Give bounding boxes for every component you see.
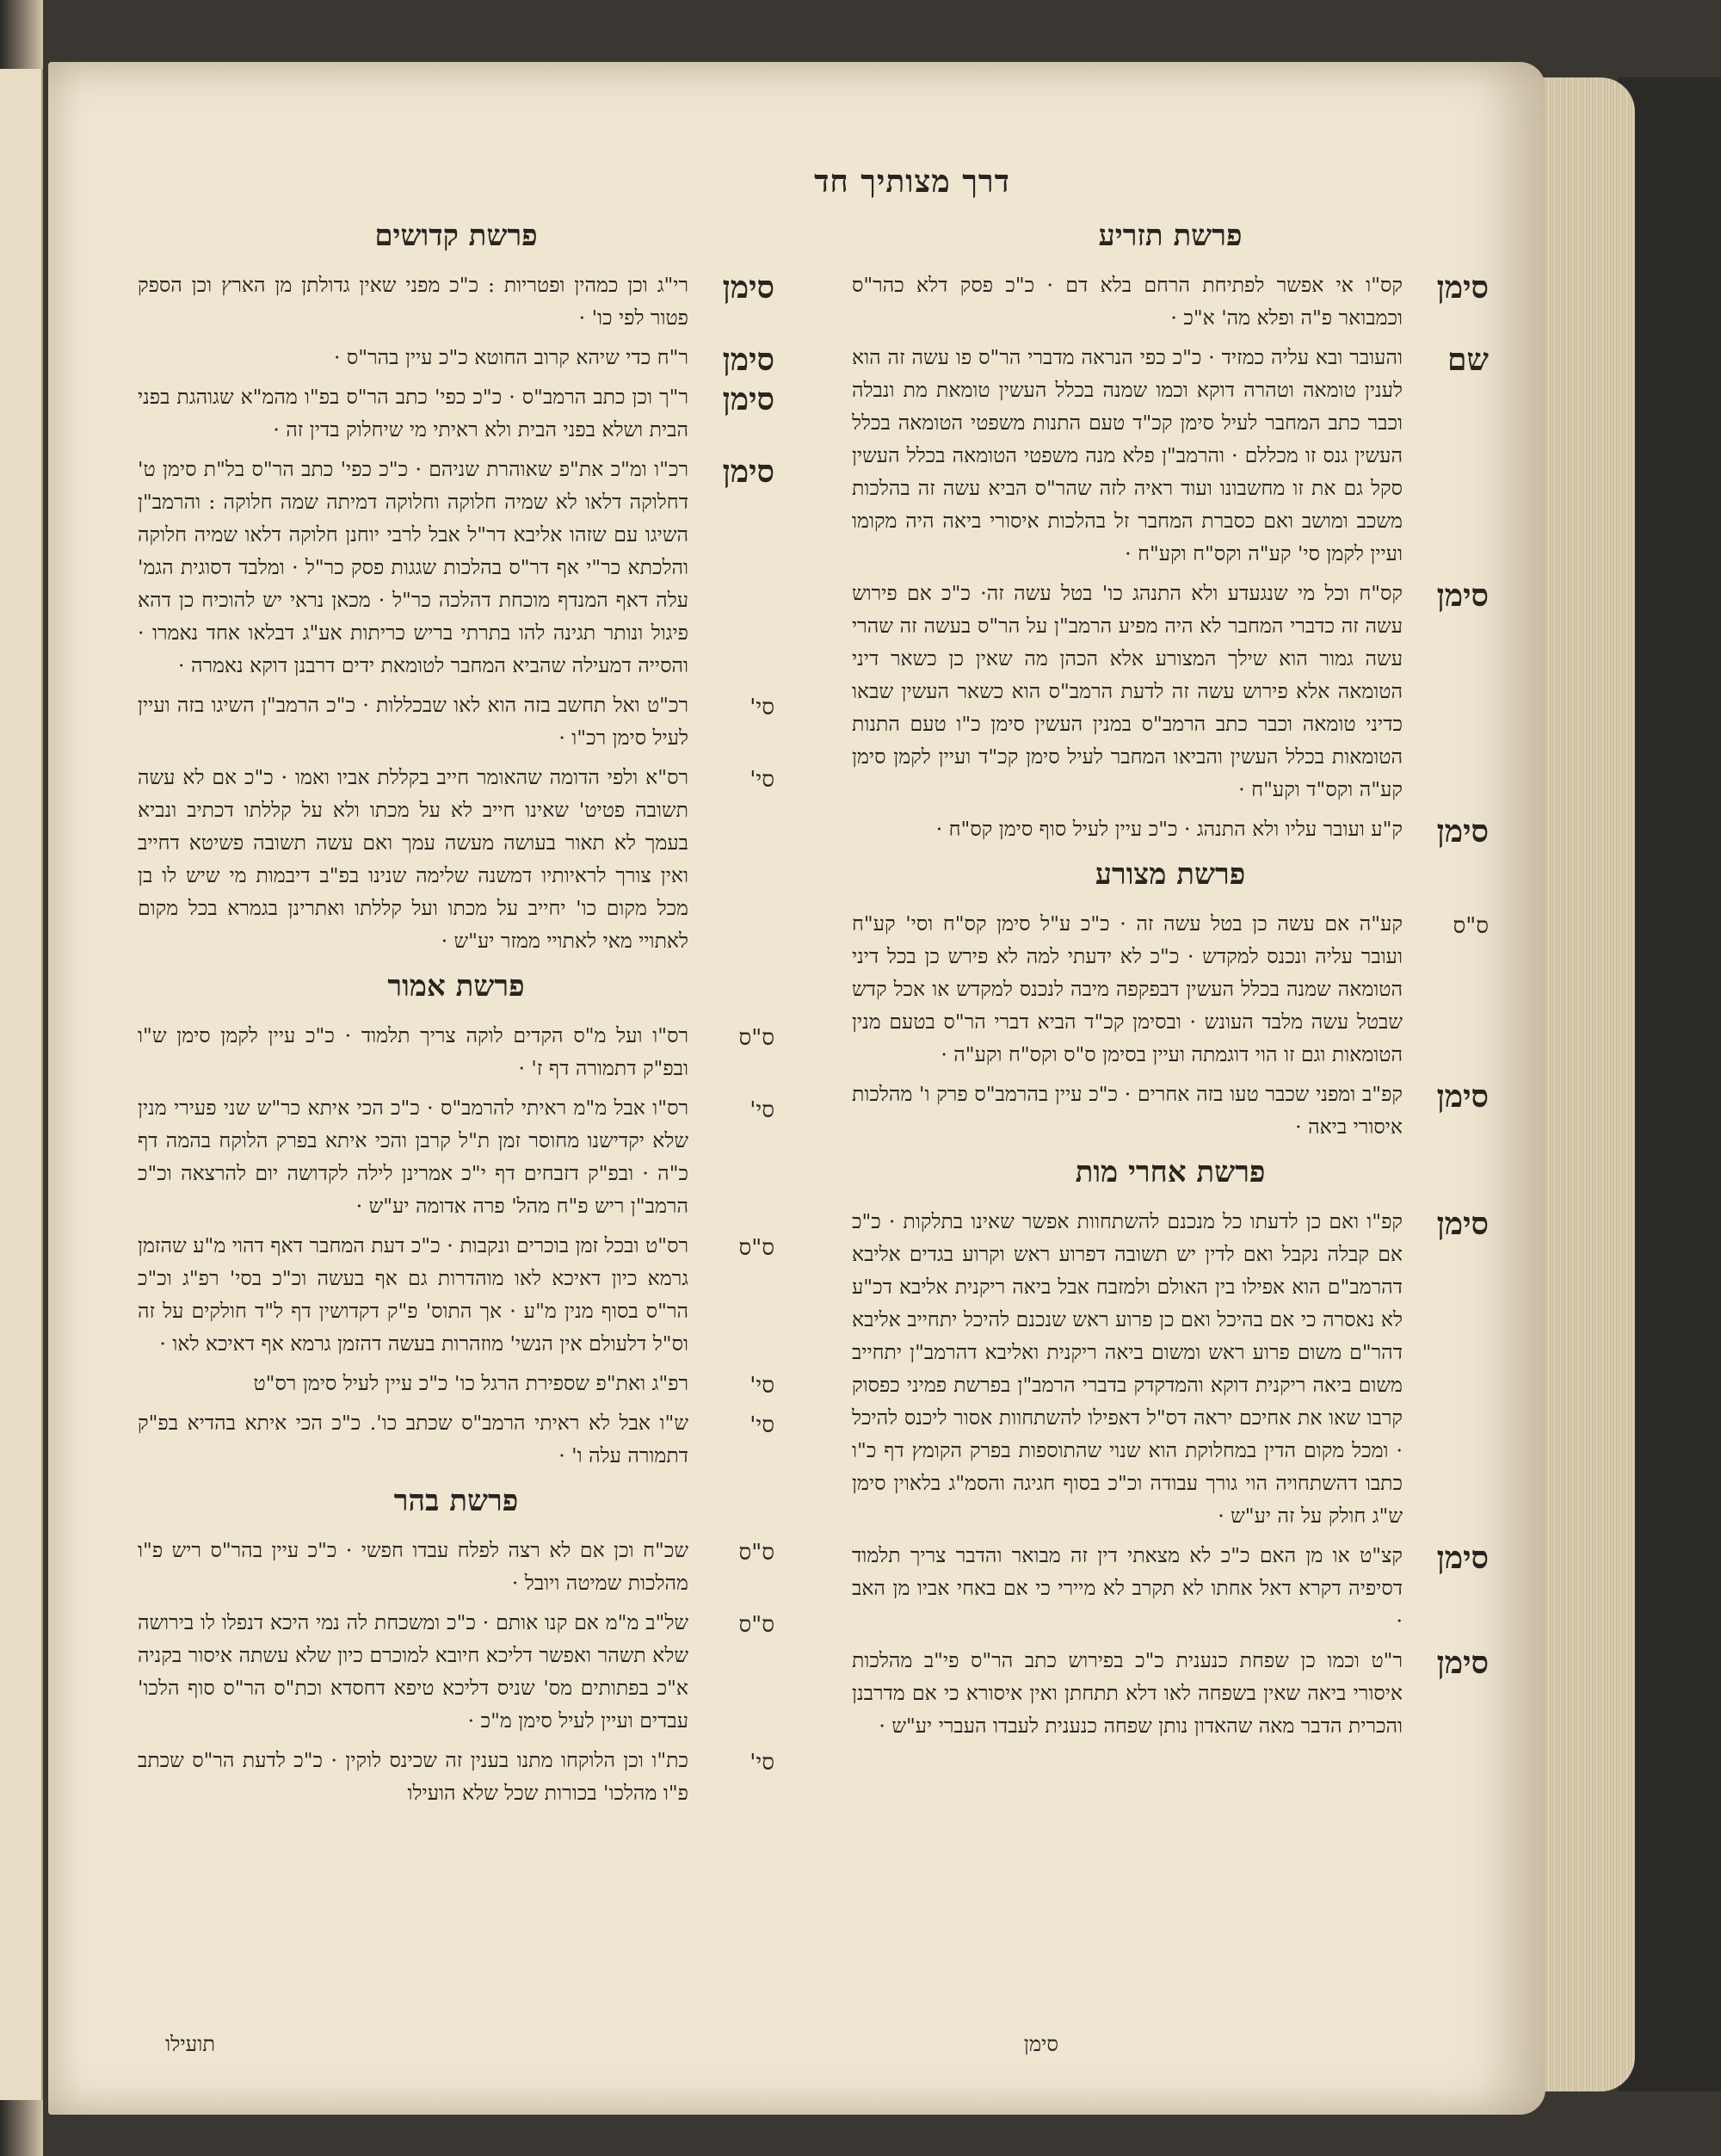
entry-marker: סימן bbox=[1436, 578, 1489, 614]
right-column bbox=[852, 207, 1489, 2083]
section-heading: פרשת אמור bbox=[387, 969, 525, 1004]
commentary-entry bbox=[138, 761, 774, 957]
left-column bbox=[138, 207, 774, 2083]
commentary-entry bbox=[138, 269, 774, 334]
entry-marker: סימן bbox=[722, 381, 774, 417]
commentary-entry bbox=[852, 341, 1489, 570]
entry-text: רס"ו אבל מ"מ ראיתי להרמב"ס · כ"כ הכי איתא כר"ש שני פעירי מנין שלא יקדישנו מחוסר זמן ת"ל קרבן והכי איתא בפרק הלוקח בהמה דף כ"ה · ובפ"ק דזבחים דף י"כ אמרינן לילה לקדושה יום להרצאה וכ"כ הרמב"ן ריש פ"ח מהל' פרה אדומה יע"ש · bbox=[138, 1096, 688, 1218]
entry-marker: סימן bbox=[1436, 1540, 1489, 1576]
entry-marker: שם bbox=[1447, 342, 1489, 378]
entry-marker: סימן bbox=[1436, 1078, 1489, 1115]
commentary-entry bbox=[852, 269, 1489, 334]
entry-text: רס"ט ובכל זמן בוכרים ונקבות · כ"כ דעת המחבר דאף דהוי מ"ע שהזמן גרמא כיון דאיכא לאו מוהדרות גם אף בעשה וכ"כ בסי' רפ"ג וכ"כ הר"ס בסוף מנין מ"ע · אך התוס' פ"ק דקדושין דף ל"ד חולקים על זה וס"ל דלעולם אין הנשי' מוזהרות בעשה דהזמן גרמא אף דאיכא לאו · bbox=[138, 1233, 688, 1356]
commentary-entry bbox=[138, 1019, 774, 1084]
entry-marker: סימן bbox=[1436, 813, 1489, 849]
entry-marker: סימן bbox=[1436, 269, 1489, 306]
entry-marker: סי' bbox=[749, 767, 774, 793]
entry-marker: ס"ס bbox=[738, 1612, 774, 1638]
entry-marker: ס"ס bbox=[1453, 913, 1489, 939]
section-heading: פרשת בהר bbox=[393, 1484, 519, 1518]
entry-marker: ס"ס bbox=[738, 1025, 774, 1051]
entry-marker: סימן bbox=[1436, 1206, 1489, 1242]
catchword-left: תועילו bbox=[164, 2032, 215, 2056]
commentary-entry bbox=[138, 1367, 774, 1399]
entry-text: ר"ח כדי שיהא קרוב החוטא כ"כ עיין בהר"ס · bbox=[333, 345, 688, 369]
commentary-entry bbox=[852, 577, 1489, 806]
entry-marker: סימן bbox=[1436, 1645, 1489, 1681]
commentary-entry bbox=[138, 1229, 774, 1360]
entry-marker: סימן bbox=[722, 342, 774, 378]
entry-text: קפ"ב ומפני שכבר טעו בזה אחרים · כ"כ עיין בהרמב"ס פרק ו' מהלכות איסורי ביאה · bbox=[852, 1082, 1403, 1139]
entry-text: שכ"ח וכן אם לא רצה לפלח עבדו חפשי · כ"כ עיין בהר"ס ריש פ"ו מהלכות שמיטה ויובל · bbox=[138, 1538, 688, 1595]
section-heading: פרשת מצורע bbox=[1095, 857, 1246, 892]
commentary-entry bbox=[852, 1644, 1489, 1742]
commentary-entry bbox=[138, 453, 774, 682]
entry-text: רי"ג וכן כמהין ופטריות : כ"כ מפני שאין גדולתן מן הארץ וכן הספק פטור לפי כו' · bbox=[138, 273, 688, 330]
entry-marker: סימן bbox=[722, 269, 774, 306]
entry-text: כת"ו וכן הלוקחו מתנו בענין זה שכינס לוקין · כ"כ לדעת הר"ס שכתב פ"ו מהלכו' בכורות שכל שלא הועילו bbox=[138, 1748, 688, 1805]
entry-text: רס"ו ועל מ"ס הקדים לוקה צריך תלמוד · כ"כ עיין לקמן סימן ש"ו ובפ"ק דתמורה דף ז' · bbox=[138, 1023, 688, 1080]
entry-text: של"ב מ"מ אם קנו אותם · כ"כ ומשכחת לה נמי היכא דנפלו לו בירושה שלא תשהר ואפשר דליכא חיובא למוכרם כיון שלא עשתה איסור בקניה א"כ בפתותים מס' שניס דליכא טיפא דחסדא וכת"ס הר"ס סוף הלכו' עבדים ועיין לעיל סימן מ"כ · bbox=[138, 1610, 688, 1733]
entry-text: ש"ו אבל לא ראיתי הרמב"ס שכתב כו'. כ"כ הכי איתא בהדיא בפ"ק דתמורה עלה ו' · bbox=[138, 1411, 688, 1467]
entry-text: ק"ע ועובר עליו ולא התנהג · כ"כ עיין לעיל סוף סימן קס"ח · bbox=[935, 817, 1403, 841]
entry-marker: סי' bbox=[749, 1097, 774, 1123]
entry-text: רכ"ט ואל תחשב בזה הוא לאו שבכללות · כ"כ הרמב"ן השיגו בזה ועיין לעיל סימן רכ"ו · bbox=[138, 693, 688, 750]
entry-text: והעובר ובא עליה כמזיד · כ"כ כפי הנראה מדברי הר"ס פו עשה זה הוא לענין טומאה וטהרה דוקא וכמו שמנה בכלל העשין טומאת מת ונבלה וכבר כתב המחבר לעיל סימן קכ"ד טעם התנות משפטי הטומאה בכלל העשין גנס זו מכללם · והרמב"ן פלא מנה משפטי הטומאה בכלל העשין סקל גם את זו מחשבונו ועוד ראיה לזה שהר"ס הביא עשה זה בהלכות משכב ומושב ואם כסברת המחבר זל בהלכות איסורי ביאה היה מקומו ועיין לקמן סי' קע"ה וקס"ח וקע"ח · bbox=[852, 345, 1403, 565]
entry-marker: סימן bbox=[722, 454, 774, 490]
entry-marker: ס"ס bbox=[738, 1235, 774, 1261]
entry-text: רס"א ולפי הדומה שהאומר חייב בקללת אביו ואמו · כ"כ אם לא עשה תשובה פטיט' שאינו חייב לא על מכתו ולא על קללתו דכתיב ונביא בעמך לא תאור בעושה מעשה עמך ואם עשה תשובה פשיטא דחייב ואין צורך לראיותיו דמשנה שלימה שנינו בפ"ב דיבמות מי שיש לו בן מכל מקום כו' יחייב על מכתו ועל קללתו ואתרינן בגמרא בכל מקום לאתויי מאי לאתויי ממזר יע"ש · bbox=[138, 765, 688, 953]
entry-text: ר"ך וכן כתב הרמב"ס · כ"כ כפי' כתב הר"ס בפ"ו מהמ"א שגוהגת בפני הבית ושלא בפני הבית ולא ראיתי מי שיחלוק בדין זה · bbox=[138, 385, 688, 442]
entry-text: ר"ט וכמו כן שפחת כנענית כ"כ בפירוש כתב הר"ס פי"ב מהלכות איסורי ביאה שאין בשפחה לאו דלא תתחתן ואין איסורא כי אם מדרבנן והכרית הדבר מאה שהאדון נותן שפחה כנענית לעבדו העברי יע"ש · bbox=[852, 1648, 1403, 1738]
entry-marker: סי' bbox=[749, 1412, 774, 1438]
entry-marker: סי' bbox=[749, 1373, 774, 1399]
commentary-entry bbox=[852, 907, 1489, 1071]
entry-text: קס"ח וכל מי שנגעדע ולא התנהג כו' בטל עשה זה· כ"כ אם פירוש עשה זה כדברי המחבר לא היה מפיע הרמב"ן על הר"ס בעשה זה שהרי עשה גמור הוא שילך המצורע אלא הכהן מה שאין כן כשאר דיני הטומאה אלא פירוש עשה זה לדעת הרמב"ס הוא כשאר העשין שבאו כדיני טומאה וכבר כתב הרמב"ס במנין העשין סימן כ"ו טעם התנות הטומאות בכלל העשין והביאו המחבר לעיל סימן קכ"ד ועיין לקמן סימן קע"ה וקס"ד וקע"ח · bbox=[852, 581, 1403, 801]
commentary-entry bbox=[852, 1078, 1489, 1143]
commentary-entry bbox=[138, 1606, 774, 1737]
commentary-entry bbox=[138, 1091, 774, 1222]
commentary-entry bbox=[852, 812, 1489, 849]
commentary-entry bbox=[138, 380, 774, 446]
commentary-entry bbox=[138, 341, 774, 378]
page-content bbox=[95, 155, 1489, 2091]
entry-text: קע"ה אם עשה כן בטל עשה זה · כ"כ ע"ל סימן קס"ח וסי' קע"ח ועובר עליה ונכנס למקדש · כ"כ לא ידעתי למה לא פירש כן בכל דיני הטומאה שמנה בכלל העשין דבפקפה מיבה לנכנס למקדש או אכל קדש שבטל עשה מלבד העונש · ובסימן קכ"ד הביא דברי הר"ס בטעם מנין הטומאות וגם זו הוי דוגמתה ועיין בסימן ס"ס וקס"ח וקע"ה · bbox=[852, 911, 1403, 1066]
entry-marker: סי' bbox=[749, 695, 774, 720]
facing-page-sliver bbox=[0, 69, 43, 2100]
catchword-right: סימן bbox=[1023, 2032, 1058, 2056]
entry-marker: סי' bbox=[749, 1750, 774, 1776]
entry-text: קפ"ו ואם כן לדעתו כל מנכנם להשתחוות אפשר שאינו בתלקות · כ"כ אם קבלה נקבל ואם לדין יש תשובה דפרוע ראש וקרוע בגדים אליבא דהרמב"ם הוא אפילו בין האולם ולמזבח אבל ביאה ריקנית אליבא דכ"ע לא נאסרה כי אם בהיכל ואם כן פרוע ראש שנכנם להיכל יתחייב אליבא דהר"ם משום פרוע ראש ומשום ביאה ריקנית ואליבא דהרמב"ן יתחייב משום ביאה ריקנית דוקא והמדקדק בדברי הרמב"ן בפרשת פמיני כפסוק קרבו שאו את אחיכם יראה דס"ל דאפילו להשתחוות אסור ליכנס להיכל · ומכל מקום הדין במחלוקת הוא שנוי שהתוספות בפרק הקומץ דף כ"ו כתבו דהשתחויה הוי גורך עבודה וכ"כ בסוף חגיגה והסמ"ג בלאוין סימן ש"ג חולק על זה יע"ש · bbox=[852, 1209, 1403, 1528]
running-head: דרך מצותיך חד bbox=[814, 164, 1010, 200]
entry-text: קס"ו אי אפשר לפתיחת הרחם בלא דם · כ"כ פסק דלא כהר"ס וכמבואר פ"ה ופלא מה' א"כ · bbox=[852, 273, 1403, 330]
entry-text: רכ"ו ומ"כ את"פ שאוהרת שניהם · כ"כ כפי' כתב הר"ס בל"ת סימן ט' דחלוקה דלאו לא שמיה חלוקה וחלוקה דמיתה שמה חלוקה : והרמב"ן השיגו עם שזהו אליבא דר"ל אבל לרבי יוחנן חלוקה דלאו שמיה חלוקה והלכתא כר"י אף דר"ס בהלכות שגגות פסק כר"ל · ומלבד דסוגית הגמ' עלה דאף המנדף מוכחת דהלכה כר"ל · מכאן נראי יש להוכיח כן דהא פיגול ונותר תגינה להו בתרתי בריש כריתות אע"ג דבלאו אחד נאמרו · והסייה דמעילה שהביא המחבר לטומאת ידים דרבנן דוקא נאמרה · bbox=[138, 457, 688, 677]
section-heading: פרשת קדושים bbox=[374, 219, 538, 253]
entry-text: קצ"ט או מן האם כ"כ לא מצאתי דין זה מבואר והדבר צריך תלמוד דסיפיה דקרא דאל אחתו לא תקרב לא מיירי כי אם באחי אביו מן האב · bbox=[852, 1543, 1403, 1633]
commentary-entry bbox=[138, 1406, 774, 1472]
commentary-entry bbox=[138, 1534, 774, 1599]
commentary-entry bbox=[138, 689, 774, 754]
commentary-entry bbox=[138, 1744, 774, 1809]
section-heading: פרשת אחרי מות bbox=[1075, 1155, 1266, 1189]
section-heading: פרשת תזריע bbox=[1098, 219, 1243, 253]
commentary-entry bbox=[852, 1205, 1489, 1532]
entry-marker: ס"ס bbox=[738, 1540, 774, 1566]
entry-text: רפ"ג ואת"פ שספירת הרגל כו' כ"כ עיין לעיל סימן רס"ט bbox=[253, 1371, 688, 1395]
commentary-entry bbox=[852, 1539, 1489, 1637]
